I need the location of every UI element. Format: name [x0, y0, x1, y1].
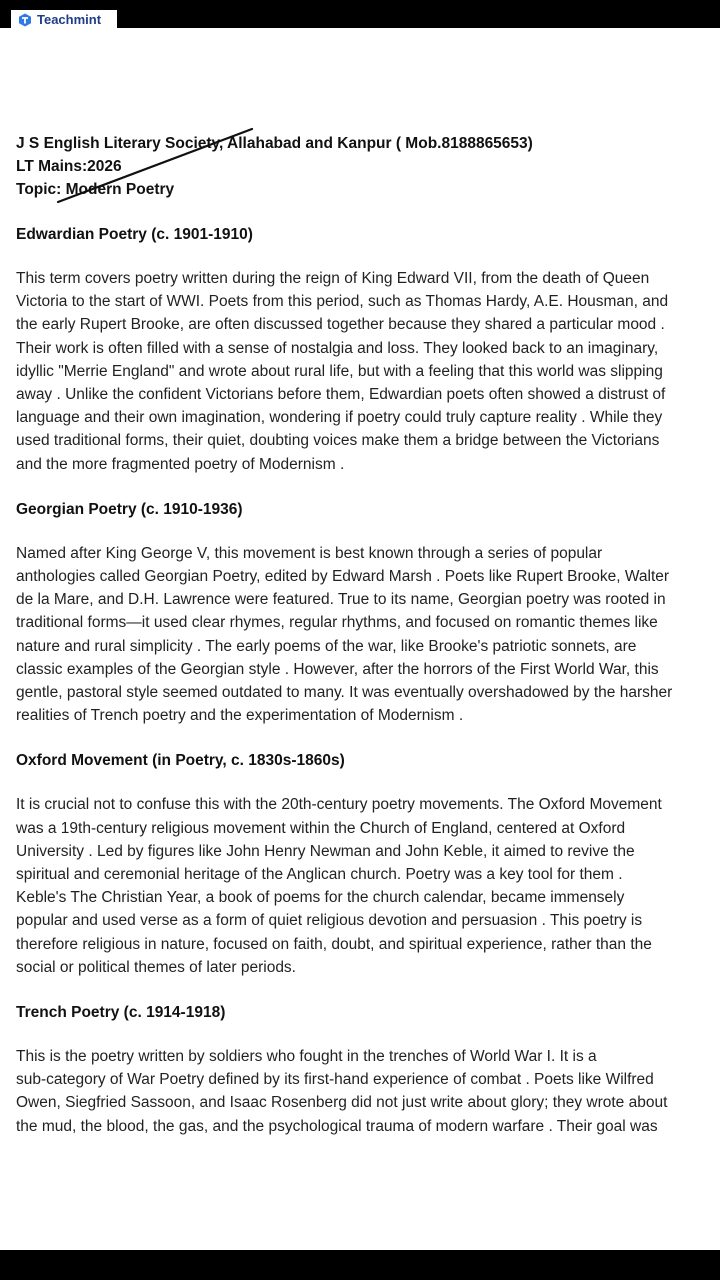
- section-oxford-movement: [16, 749, 712, 979]
- text-line: classic examples of the Georgian style . However, after the horrors of the First World War, this: [16, 660, 659, 678]
- section-georgian: [16, 498, 712, 728]
- text-line: and the more fragmented poetry of Modernism .: [16, 455, 345, 473]
- text-line: anthologies called Georgian Poetry, edited by Edward Marsh . Poets like Rupert Brooke, Walter: [16, 568, 670, 586]
- text-line: nature and rural simplicity . The early poems of the war, like Brooke's patriotic sonnets, are: [16, 637, 637, 655]
- text-line: therefore religious in nature, focused on faith, doubt, and spiritual experience, rather than the: [16, 935, 652, 953]
- header-line-1: J S English Literary Society, Allahabad and Kanpur ( Mob.8188865653): [16, 135, 533, 152]
- text-line: social or political themes of later periods.: [16, 958, 296, 976]
- text-line: This is the poetry written by soldiers who fought in the trenches of World War I. It is a: [16, 1048, 597, 1066]
- teachmint-logo-icon: [18, 13, 32, 27]
- text-line: popular and used verse as a form of quiet religious devotion and persuasion . This poetry is: [16, 912, 643, 930]
- document-header: [16, 132, 712, 201]
- text-line: the early Rupert Brooke, are often discussed together because they shared a particular mood .: [16, 316, 665, 334]
- text-line: Their work is often filled with a sense of nostalgia and loss. They looked back to an imaginary,: [16, 339, 659, 357]
- document-page: [16, 132, 712, 1138]
- text-line: sub-category of War Poetry defined by its first-hand experience of combat . Poets like Wilfred: [16, 1071, 654, 1089]
- text-line: University . Led by figures like John Henry Newman and John Keble, it aimed to revive the: [16, 842, 635, 860]
- brand-badge: [11, 10, 117, 29]
- text-line: language and their own imagination, wondering if poetry could truly capture reality . While they: [16, 409, 663, 427]
- text-line: Named after King George V, this movement is best known through a series of popular: [16, 544, 603, 562]
- text-line: Victoria to the start of WWI. Poets from this period, such as Thomas Hardy, A.E. Housman, and: [16, 293, 669, 311]
- section-body: [16, 793, 712, 979]
- section-trench: [16, 1001, 712, 1138]
- text-line: away . Unlike the confident Victorians before them, Edwardian poets often showed a distrust of: [16, 386, 666, 404]
- text-line: spiritual and ceremonial heritage of the Anglican church. Poetry was a key tool for them .: [16, 866, 623, 884]
- section-title: Trench Poetry (c. 1914-1918): [16, 1004, 226, 1022]
- text-line: realities of Trench poetry and the experimentation of Modernism .: [16, 707, 464, 725]
- text-line: used traditional forms, their quiet, doubting voices make them a bridge between the Victorians: [16, 432, 660, 450]
- brand-name: Teachmint: [37, 12, 102, 27]
- text-line: idyllic "Merrie England" and wrote about rural life, but with a feeling that this world was slipping: [16, 362, 663, 380]
- section-body: [16, 542, 712, 728]
- text-line: the mud, the blood, the gas, and the psychological trauma of modern warfare . Their goal was: [16, 1117, 658, 1135]
- text-line: gentle, pastoral style seemed outdated to many. It was eventually overshadowed by the harsher: [16, 684, 673, 702]
- text-line: Owen, Siegfried Sassoon, and Isaac Rosenberg did not just write about glory; they wrote about: [16, 1094, 668, 1112]
- text-line: traditional forms—it used clear rhymes, regular rhythms, and focused on romantic themes like: [16, 614, 658, 632]
- text-line: de la Mare, and D.H. Lawrence were featured. True to its name, Georgian poetry was rooted in: [16, 591, 666, 609]
- section-title: Oxford Movement (in Poetry, c. 1830s-1860s): [16, 752, 345, 770]
- text-line: was a 19th-century religious movement within the Church of England, centered at Oxford: [16, 819, 626, 837]
- section-edwardian: [16, 223, 712, 476]
- text-line: This term covers poetry written during the reign of King Edward VII, from the death of Queen: [16, 270, 650, 287]
- section-body: [16, 1045, 712, 1138]
- section-title: Georgian Poetry (c. 1910-1936): [16, 500, 243, 518]
- header-line-2: LT Mains:2026: [16, 158, 122, 175]
- text-line: It is crucial not to confuse this with the 20th-century poetry movements. The Oxford Movement: [16, 796, 662, 814]
- section-title: Edwardian Poetry (c. 1901-1910): [16, 226, 253, 243]
- section-body: [16, 267, 712, 476]
- text-line: Keble's The Christian Year, a book of poems for the church calendar, became immensely: [16, 889, 625, 907]
- bottom-bar: [0, 1250, 720, 1280]
- header-line-3: Topic: Modern Poetry: [16, 181, 175, 198]
